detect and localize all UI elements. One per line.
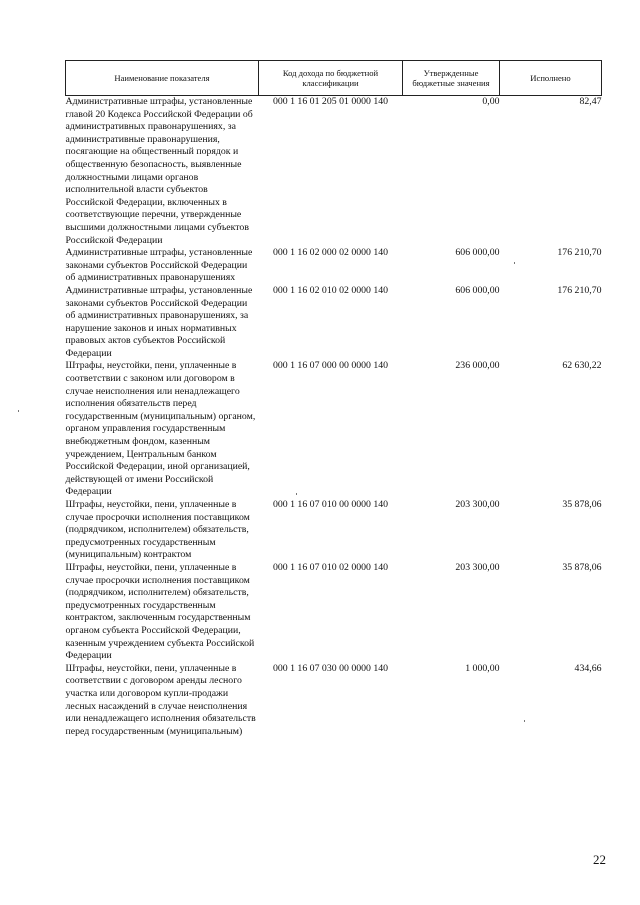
cell-approved: 606 000,00 bbox=[455, 284, 500, 296]
scan-speck bbox=[18, 410, 19, 412]
table-row bbox=[66, 285, 602, 361]
cell-name: Штрафы, неустойки, пени, уплаченные в случае просрочки исполнения поставщиком (подрядчиком, исполнителем) обязательств, предусмотренных государственным контрактом, заключенным государственным органом субъекта Российской Федерации, казенным учреждением субъекта Российской Федерации bbox=[65, 561, 255, 662]
table-row bbox=[66, 360, 602, 499]
cell-executed: 35 878,06 bbox=[562, 561, 602, 573]
table-row bbox=[66, 96, 602, 248]
cell-code: 000 1 16 07 000 00 0000 140 bbox=[272, 360, 389, 372]
header-approved: Утвержденные бюджетные значения bbox=[403, 61, 500, 96]
cell-executed: 35 878,06 bbox=[562, 499, 602, 510]
cell-approved: 606 000,00 bbox=[455, 247, 500, 259]
cell-name: Штрафы, неустойки, пени, уплаченные в соответствии с законом или договором в случае неисполнения или ненадлежащего исполнения обязательств перед государственным (муниципальным) органом, органом управления государственным внебюджетным фондом, казенным учреждением, Центральным банком Российской Федерации, иной организацией, действующей от имени Российской Федерации bbox=[65, 360, 256, 498]
cell-code: 000 1 16 02 010 02 0000 140 bbox=[272, 284, 389, 296]
cell-approved: 203 300,00 bbox=[455, 499, 500, 510]
cell-code: 000 1 16 07 030 00 0000 140 bbox=[272, 662, 389, 674]
cell-code: 000 1 16 07 010 02 0000 140 bbox=[272, 561, 389, 573]
cell-executed: 176 210,70 bbox=[557, 247, 602, 259]
cell-code: 000 1 16 07 010 00 0000 140 bbox=[272, 499, 389, 510]
cell-name: Административные штрафы, установленные главой 20 Кодекса Российской Федерации об административных правонарушениях, за административные правонарушения, посягающие на общественный порядок и общественную безопасность, выявленные должностными лицами органов исполнительной власти субъектов Российской Федерации, включенных в соответствующие перечни, утвержденные высшими должностными лицами субъектов Российской Федерации bbox=[65, 96, 253, 246]
cell-approved: 236 000,00 bbox=[455, 360, 500, 372]
revenue-table bbox=[65, 60, 602, 738]
cell-executed: 434,66 bbox=[574, 662, 602, 674]
cell-code: 000 1 16 02 000 02 0000 140 bbox=[272, 247, 389, 259]
scan-speck bbox=[524, 720, 525, 722]
cell-name: Административные штрафы, установленные законами субъектов Российской Федерации об административных правонарушениях bbox=[65, 247, 253, 284]
header-executed: Исполнено bbox=[500, 61, 602, 96]
cell-executed: 82,47 bbox=[579, 96, 602, 107]
header-name: Наименование показателя bbox=[66, 61, 259, 96]
cell-code: 000 1 16 01 205 01 0000 140 bbox=[272, 96, 389, 107]
cell-executed: 62 630,22 bbox=[562, 360, 602, 372]
table-header-row bbox=[66, 61, 602, 96]
scan-speck bbox=[296, 493, 297, 495]
table-row bbox=[66, 663, 602, 739]
cell-name: Административные штрафы, установленные законами субъектов Российской Федерации об административных правонарушениях, за нарушение законов и иных нормативных правовых актов субъектов Российской Федерации bbox=[65, 284, 253, 359]
cell-approved: 1 000,00 bbox=[465, 662, 500, 674]
scan-speck bbox=[514, 262, 515, 264]
cell-executed: 176 210,70 bbox=[557, 284, 602, 296]
cell-approved: 203 300,00 bbox=[455, 561, 500, 573]
table-row bbox=[66, 499, 602, 562]
table-row bbox=[66, 247, 602, 285]
table-row bbox=[66, 562, 602, 663]
cell-name: Штрафы, неустойки, пени, уплаченные в соответствии с договором аренды лесного участка или договором купли-продажи лесных насаждений в случае неисполнения или ненадлежащего исполнения обязательств перед государственным (муниципальным) bbox=[65, 662, 256, 737]
page-number: 22 bbox=[593, 852, 606, 867]
header-code: Код дохода по бюджетной классификации bbox=[259, 61, 403, 96]
cell-name: Штрафы, неустойки, пени, уплаченные в случае просрочки исполнения поставщиком (подрядчиком, исполнителем) обязательств, предусмотренных государственным (муниципальным) контрактом bbox=[65, 499, 250, 561]
cell-approved: 0,00 bbox=[482, 96, 500, 107]
